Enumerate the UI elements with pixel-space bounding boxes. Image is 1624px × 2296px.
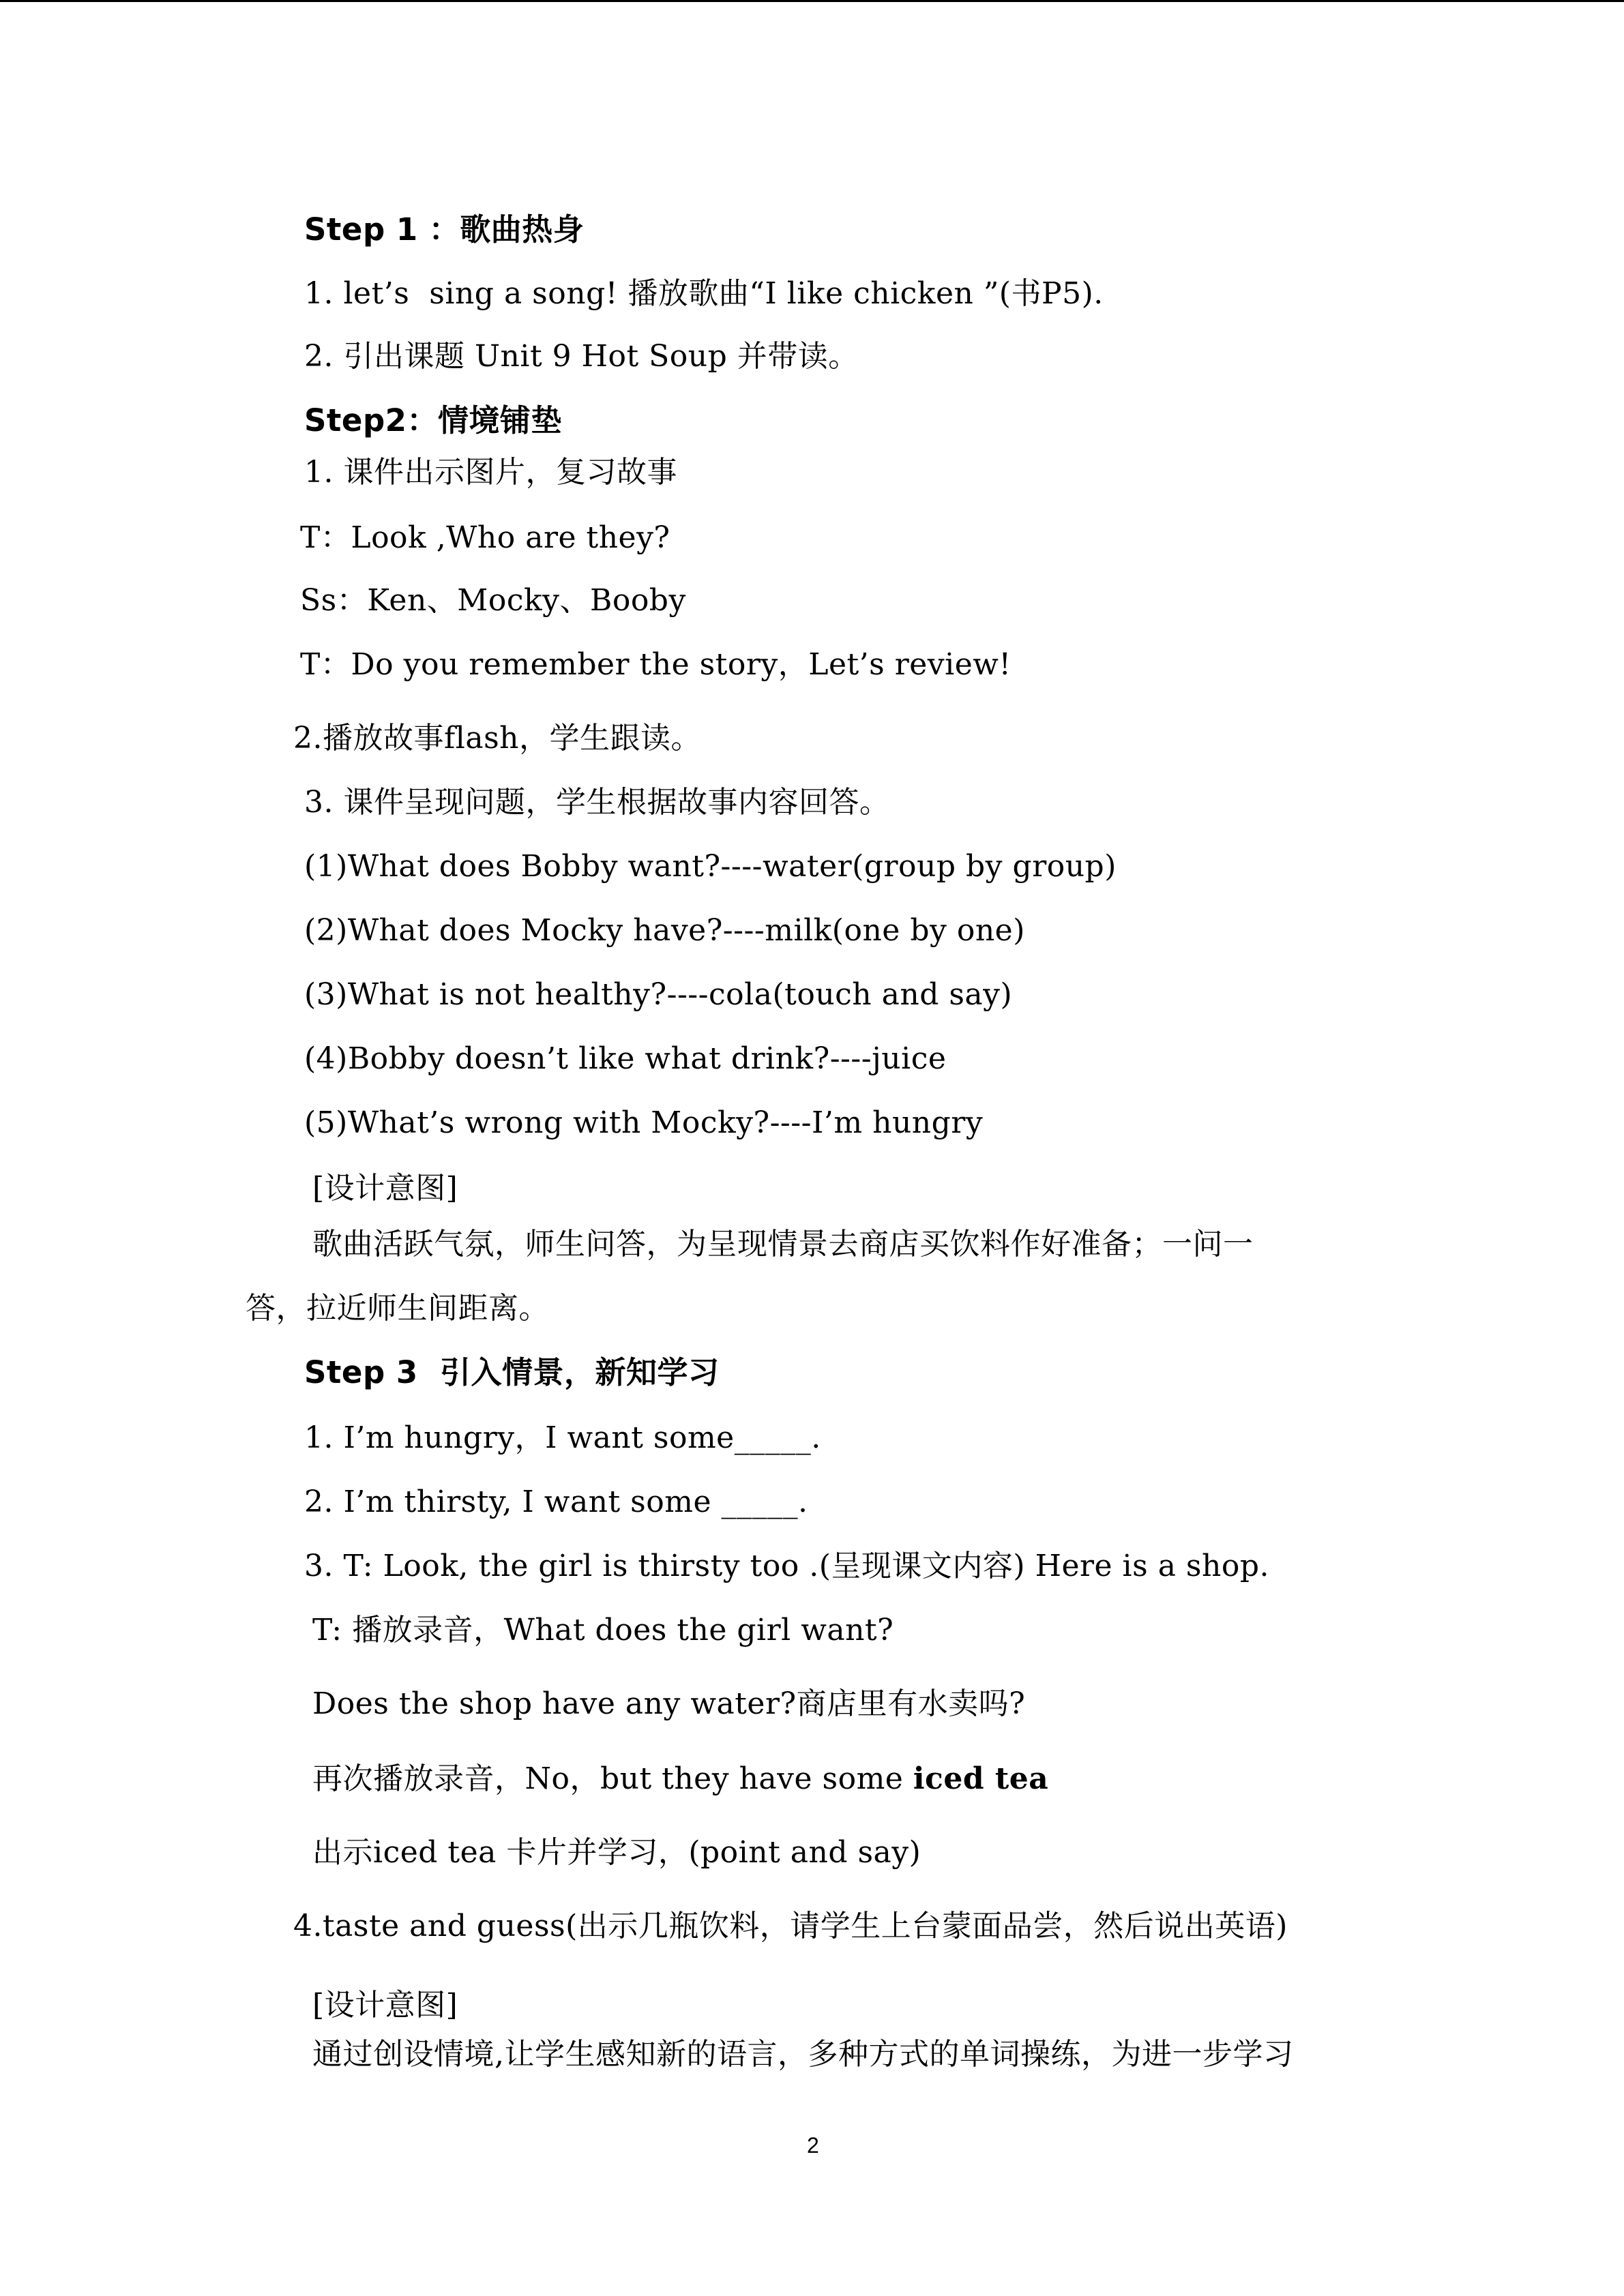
replay-line [312,1760,1048,1798]
step1-heading: Step 1 ：歌曲热身 [304,211,585,248]
step2-heading: Step2：情境铺垫 [304,402,562,438]
step3-item-2: 2. I’m thirsty, I want some _____. [304,1485,808,1519]
shop-question-line: Does the shop have any water?商店里有水卖吗? [312,1686,1026,1721]
dialog-line: T：Look ,Who are they? [300,520,670,555]
design-intent-label: [设计意图] [312,1171,458,1206]
question-item: (4)Bobby doesn’t like what drink?----juice [304,1041,947,1076]
question-item: (1)What does Bobby want?----water(group by group) [304,849,1117,884]
dialog-line: Ss：Ken、Mocky、Booby [300,583,686,618]
step3-item-4: 4.taste and guess(出示几瓶饮料，请学生上台蒙面品尝，然后说出英语) [293,1909,1288,1943]
replay-text: 再次播放录音，No，but they have some [312,1761,913,1796]
teacher-line: T: 播放录音，What does the girl want? [312,1613,894,1648]
step3-item-3: 3. T: Look, the girl is thirsty too .(呈现课文内容) Here is a shop. [304,1549,1269,1583]
question-item: (5)What’s wrong with Mocky?----I’m hungry [304,1105,984,1140]
card-line: 出示iced tea 卡片并学习，(point and say) [312,1835,921,1870]
question-item: (3)What is not healthy?----cola(touch and say) [304,977,1013,1012]
step3-heading: Step 3 引入情景，新知学习 [304,1354,720,1390]
step1-item-1: 1. let’s sing a song! 播放歌曲“I like chicken ”(书P5). [304,276,1104,311]
dialog-line: T：Do you remember the story，Let’s review! [300,647,1012,682]
question-item: (2)What does Mocky have?----milk(one by one) [304,913,1025,948]
step2-item-3: 3. 课件呈现问题，学生根据故事内容回答。 [304,785,890,820]
step2-item-1: 1. 课件出示图片，复习故事 [304,455,677,490]
page-number: 2 [807,2133,819,2158]
design-intent-text: 通过创设情境,让学生感知新的语言，多种方式的单词操练，为进一步学习 [312,2037,1294,2072]
step2-item-2: 2.播放故事flash，学生跟读。 [293,721,701,756]
design-intent-label: [设计意图] [312,1988,458,2023]
page-top-border [0,0,1624,2]
step1-item-2: 2. 引出课题 Unit 9 Hot Soup 并带读。 [304,339,859,374]
design-intent-text: 歌曲活跃气氛，师生问答，为呈现情景去商店买饮料作好准备；一问一 [312,1227,1254,1262]
step3-item-1: 1. I’m hungry，I want some_____. [304,1420,821,1455]
iced-tea-term: iced tea [913,1761,1049,1796]
design-intent-text: 答，拉近师生间距离。 [246,1291,549,1326]
